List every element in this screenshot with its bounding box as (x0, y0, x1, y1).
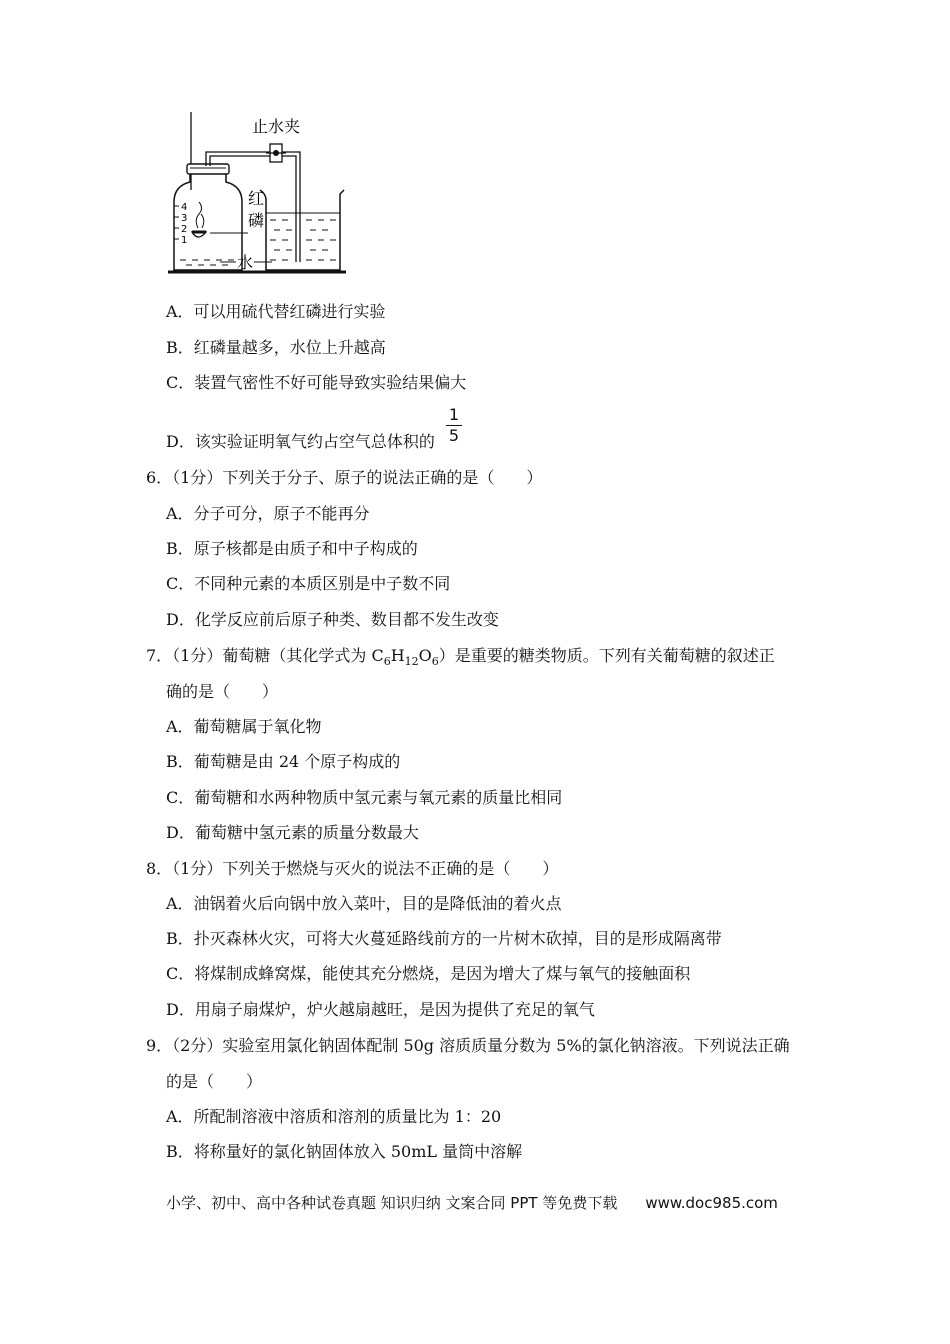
scale-1: 1 (181, 235, 188, 246)
q8-option-c: C．将煤制成蜂窝煤，能使其充分燃烧，是因为增大了煤与氧气的接触面积 (166, 964, 691, 983)
scale-2: 2 (181, 224, 188, 235)
scale-3: 3 (181, 213, 188, 224)
q7-stem-after: ）是重要的糖类物质。下列有关葡萄糖的叙述正 (438, 646, 775, 665)
q9-option-b: B．将称量好的氯化钠固体放入 50mL 量筒中溶解 (166, 1142, 523, 1161)
q7-option-d: D．葡萄糖中氢元素的质量分数最大 (166, 823, 419, 842)
q6-option-a: A．分子可分，原子不能再分 (166, 504, 370, 523)
q5-option-b: B．红磷量越多，水位上升越高 (166, 338, 386, 357)
q8-option-b: B．扑灭森林火灾，可将大火蔓延路线前方的一片树木砍掉，目的是形成隔离带 (166, 929, 722, 948)
q9-stem-line2: 的是（ ） (166, 1072, 263, 1091)
q6-stem: 6．（1分）下列关于分子、原子的说法正确的是（ ） (146, 468, 543, 487)
q7-sub-o: 6 (431, 655, 439, 669)
q7-h: H (390, 646, 405, 665)
q5-option-d: D．该实验证明氧气约占空气总体积的 (166, 432, 435, 451)
q6-option-d: D．化学反应前后原子种类、数目都不发生改变 (166, 610, 499, 629)
footer-text: 小学、初中、高中各种试卷真题 知识归纳 文案合同 PPT 等免费下载 (166, 1194, 618, 1212)
phosphorus-label-1: 红 (248, 189, 265, 208)
fraction-denominator: 5 (448, 426, 460, 445)
q7-stem (146, 646, 775, 672)
q9-option-a: A．所配制溶液中溶质和溶剂的质量比为 1：20 (166, 1107, 502, 1126)
q7-option-a: A．葡萄糖属于氧化物 (166, 717, 322, 736)
q8-option-d: D．用扇子扇煤炉，炉火越扇越旺，是因为提供了充足的氧气 (166, 1000, 595, 1019)
q5-option-c: C．装置气密性不好可能导致实验结果偏大 (166, 373, 467, 392)
q7-sub-h: 12 (404, 655, 419, 669)
q8-option-a: A．油锅着火后向锅中放入菜叶，目的是降低油的着火点 (166, 894, 562, 913)
clamp-label: 止水夹 (252, 117, 301, 136)
q8-stem: 8．（1分）下列关于燃烧与灭火的说法不正确的是（ ） (146, 859, 559, 878)
q7-o: O (418, 646, 432, 665)
phosphorus-label-2: 磷 (248, 211, 265, 230)
q7-stem-before: 7．（1分）葡萄糖（其化学式为 C (146, 646, 384, 665)
q7-option-b: B．葡萄糖是由 24 个原子构成的 (166, 752, 401, 771)
q9-stem: 9．（2分）实验室用氯化钠固体配制 50g 溶质质量分数为 5%的氯化钠溶液。下列说法正确 (146, 1036, 790, 1055)
footer (166, 1192, 778, 1213)
q5-fraction (446, 406, 462, 445)
experiment-diagram (160, 110, 520, 280)
fraction-numerator: 1 (448, 405, 460, 424)
q5-option-a: A．可以用硫代替红磷进行实验 (166, 302, 386, 321)
q6-option-c: C．不同种元素的本质区别是中子数不同 (166, 574, 451, 593)
q7-stem-line2: 确的是（ ） (166, 682, 279, 701)
scale-4: 4 (181, 202, 188, 213)
water-label: 水 (237, 253, 254, 272)
q6-option-b: B．原子核都是由质子和中子构成的 (166, 539, 418, 558)
footer-site-link[interactable]: www.doc985.com (645, 1194, 778, 1212)
q7-option-c: C．葡萄糖和水两种物质中氢元素与氧元素的质量比相同 (166, 788, 563, 807)
q7-sub-c: 6 (383, 655, 391, 669)
